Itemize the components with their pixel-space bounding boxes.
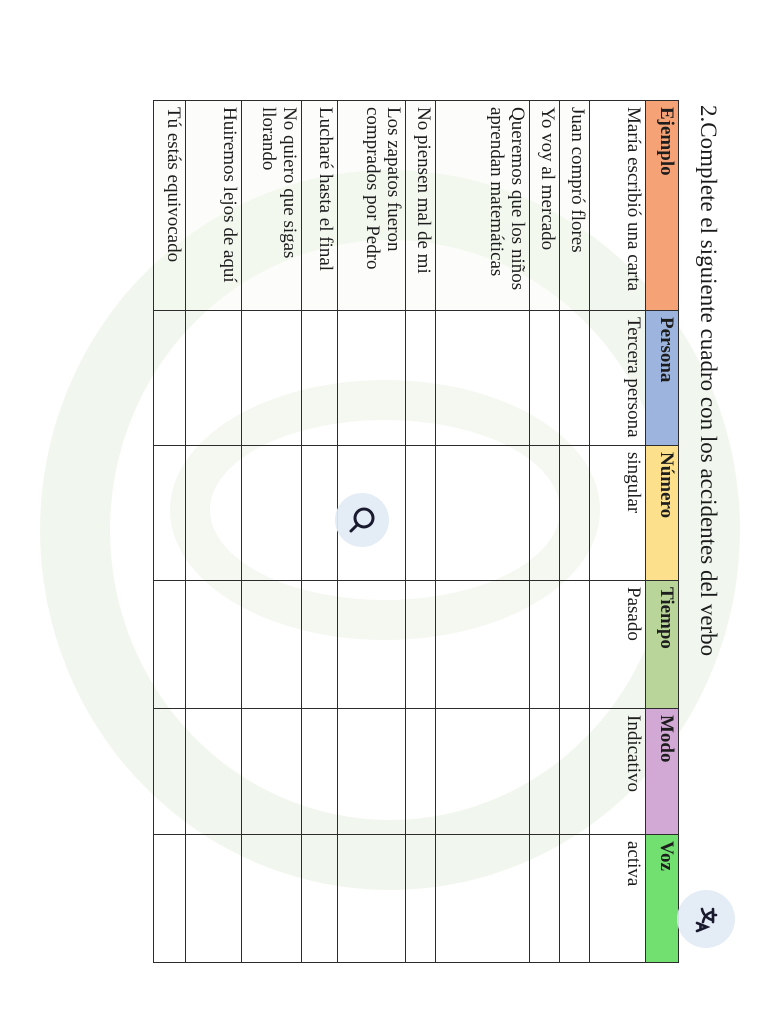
answer-cell[interactable] [154, 311, 186, 446]
answer-cell[interactable] [186, 835, 242, 963]
row-sentence: Huiremos lejos de aquí [186, 101, 242, 311]
worksheet-page [49, 100, 729, 1000]
header-persona: Persona [646, 311, 679, 446]
answer-cell[interactable] [530, 311, 560, 446]
example-voz: activa [590, 835, 646, 963]
answer-cell[interactable] [186, 446, 242, 581]
row-sentence: Tú estás equivocado [154, 101, 186, 311]
answer-cell[interactable] [302, 709, 338, 835]
answer-cell[interactable] [302, 835, 338, 963]
answer-cell[interactable] [436, 835, 530, 963]
example-row [590, 101, 646, 963]
table-row [302, 101, 338, 963]
table-row [530, 101, 560, 963]
row-sentence: Juan compró flores [560, 101, 590, 311]
answer-cell[interactable] [560, 581, 590, 709]
row-sentence: No quiero que sigas llorando [242, 101, 302, 311]
answer-cell[interactable] [338, 581, 406, 709]
answer-cell[interactable] [406, 311, 436, 446]
header-modo: Modo [646, 709, 679, 835]
table-header-row [646, 101, 679, 963]
answer-cell[interactable] [436, 311, 530, 446]
dictionary-icon [687, 900, 725, 938]
answer-cell[interactable] [338, 709, 406, 835]
translate-button[interactable] [677, 890, 735, 948]
verb-accidents-table [153, 100, 679, 963]
answer-cell[interactable] [436, 446, 530, 581]
answer-cell[interactable] [242, 446, 302, 581]
answer-cell[interactable] [154, 709, 186, 835]
header-numero: Número [646, 446, 679, 581]
answer-cell[interactable] [436, 709, 530, 835]
answer-cell[interactable] [154, 835, 186, 963]
instruction-text: 2.Complete el siguiente cuadro con los accidentes del verbo [696, 105, 721, 657]
header-tiempo: Tiempo [646, 581, 679, 709]
row-sentence: Los zapatos fueron comprados por Pedro [338, 101, 406, 311]
header-voz: Voz [646, 835, 679, 963]
row-sentence: Lucharé hasta el final [302, 101, 338, 311]
answer-cell[interactable] [302, 581, 338, 709]
table-row [242, 101, 302, 963]
answer-cell[interactable] [154, 581, 186, 709]
table-row [154, 101, 186, 963]
answer-cell[interactable] [530, 835, 560, 963]
answer-cell[interactable] [560, 709, 590, 835]
answer-cell[interactable] [186, 709, 242, 835]
answer-cell[interactable] [242, 835, 302, 963]
example-tiempo: Pasado [590, 581, 646, 709]
search-button[interactable] [335, 493, 389, 547]
answer-cell[interactable] [560, 446, 590, 581]
table-row [436, 101, 530, 963]
example-modo: Indicativo [590, 709, 646, 835]
row-sentence: No piensen mal de mi [406, 101, 436, 311]
answer-cell[interactable] [338, 835, 406, 963]
answer-cell[interactable] [406, 446, 436, 581]
answer-cell[interactable] [560, 311, 590, 446]
answer-cell[interactable] [530, 709, 560, 835]
header-ejemplo: Ejemplo [646, 101, 679, 311]
magnifier-icon [345, 503, 379, 537]
table-row [406, 101, 436, 963]
answer-cell[interactable] [406, 581, 436, 709]
answer-cell[interactable] [560, 835, 590, 963]
example-numero: singular [590, 446, 646, 581]
answer-cell[interactable] [338, 311, 406, 446]
table-row [560, 101, 590, 963]
answer-cell[interactable] [186, 311, 242, 446]
answer-cell[interactable] [186, 581, 242, 709]
answer-cell[interactable] [302, 311, 338, 446]
example-sentence: María escribió una carta [590, 101, 646, 311]
answer-cell[interactable] [242, 311, 302, 446]
answer-cell[interactable] [530, 446, 560, 581]
row-sentence: Yo voy al mercado [530, 101, 560, 311]
answer-cell[interactable] [406, 835, 436, 963]
answer-cell[interactable] [154, 446, 186, 581]
example-persona: Tercera persona [590, 311, 646, 446]
answer-cell[interactable] [242, 581, 302, 709]
row-sentence: Queremos que los niños aprendan matemáticas [436, 101, 530, 311]
answer-cell[interactable] [530, 581, 560, 709]
answer-cell[interactable] [242, 709, 302, 835]
table-row [186, 101, 242, 963]
answer-cell[interactable] [436, 581, 530, 709]
answer-cell[interactable] [302, 446, 338, 581]
answer-cell[interactable] [406, 709, 436, 835]
